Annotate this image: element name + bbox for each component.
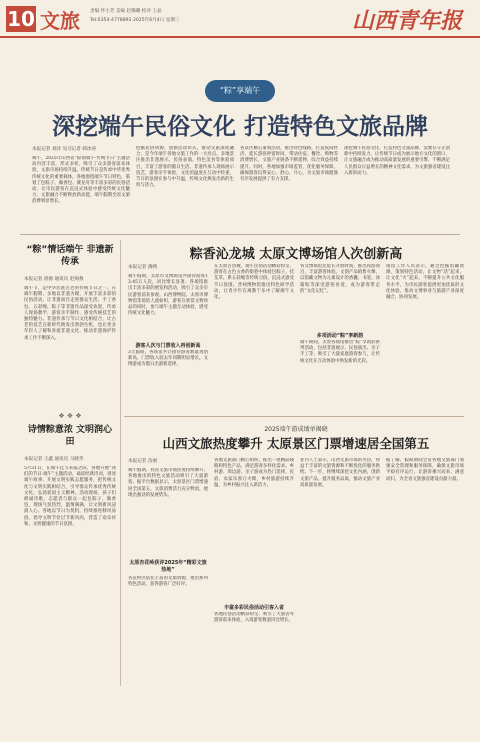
feature-col3-subhead: 多项活动“粽”享新韵 [316, 333, 364, 339]
feature-col1-subhead: 游客人次与门票收入再创新高 [135, 343, 201, 349]
top-article-col1: 端午，2025年山西省“粽情端午·传统节日”主题活动内容丰富，形式多样，吸引了众多游客前来体验，文旅市场持续升温。传统节日是传承中华优秀传统文化的重要载体，各地围绕端午节日特色，策划了包粽子、做香包、赛龙舟等丰富多彩的民俗活动，让市民游客在沉浸式体验中感受传统文化魅力，文旅融合不断释放新动能，端午假期全省文旅消费明显增长。 [32, 156, 130, 205]
bottom-byline: 本报记者 苗丽 [128, 459, 158, 464]
bottom-kicker: 2025端午游成绩单揭晓 [264, 426, 328, 433]
masthead-rule [0, 36, 480, 38]
main-headline: 深挖端午民俗文化 打造特色文旅品牌 [51, 114, 428, 140]
feature-col1-body2: 3天假期，各场馆共计接待游客数量再创新高，门票收入较去年同期明显增长，文博游成为假日出游新选择。 [128, 350, 208, 368]
sidebar1-body: 端午节，是中华民族古老的传统节日之一。在端午假期，多地以非遗为媒，开展丰富多彩的民俗活动，让非遗项目走进群众生活。手工香包、五彩绳、粽子等非遗作品深受欢迎，传承人现场教学，游客亲手制作，感受传统技艺的独特魅力。非遗传承与节日文化相结合，让古老的技艺在新时代焕发出勃勃生机，也让更多年轻人了解和喜爱非遗文化，推动非遗保护传承工作不断深入。 [24, 286, 116, 341]
sidebar2-byline: 本报记者 王鑫 通讯员 马晓华 [24, 457, 84, 462]
newspaper-logo: 山西青年报 [351, 8, 462, 34]
feature-col3: 各文博场馆还延长开放时间，推出夜游项目，丰富游客体验。文创产品销售火爆，以馆藏文物为元素设计的香囊、书签、冰箱贴等深受游客喜爱，成为游客带走的“文化记忆”。 [300, 264, 380, 294]
bottom-col2: 各地文旅部门精心组织，推出一批精品线路和特色产品，满足游客多样化需求。乡村游、周边游、亲子游成为热门选择，民宿、农家乐预订火爆，乡村旅游持续升温，为乡村振兴注入新活力。 [214, 458, 294, 488]
feature-col1: 端午假期，太原市文博场馆共接待游客13.45万人次，同比增长显著。各场馆推出丰富多彩的展览和活动，吸引了众多市民游客前来参观。山西博物院、太原市博物馆等场馆人流如织，游客在欣赏文物珍品的同时，参与端午主题互动体验，感受传统文化魅力。 [128, 274, 208, 317]
sidebar1-title: “粽”情话端午 非遗新传承 [26, 245, 114, 267]
section-name: 文旅 [40, 9, 80, 33]
sidebar1-byline: 本报记者 唐源 通讯员 赵海燕 [24, 277, 84, 282]
editor-line: 责编 怀小芳 美编 赵璐璐 校对 王晶 [90, 9, 162, 14]
top-article-col2: 挖掘民俗资源，创新活动形式，推动文旅深度融合，是今年端午各地文旅工作的一大亮点。多地景区推出非遗展示、民俗表演、特色美食等体验项目，丰富了游客的假日生活。非遗传承人现场展示技艺，游客亲手体验，文化的温度在互动中传递，节日的氛围在参与中升温，传统文化焕发出新的生机与活力。 [136, 146, 234, 189]
feature-col2: 在太原古县城，端午民俗活动精彩纷呈，游客在古色古香的街巷中体验包粽子、挂艾草、系五彩绳等传统习俗，沉浸式感受节日氛围。晋祠博物馆推出特色研学活动，让青少年在寓教于乐中了解端午文化。 [214, 264, 294, 301]
page-number: 10 [7, 7, 35, 31]
divider-ornament: ❖ ❖ ❖ [58, 412, 82, 420]
bottom-col1-subhead: 太原杏花岭获评2025年“精彩文旅热地” [129, 560, 207, 573]
bottom-headline: 山西文旅热度攀升 太原景区门票增速居全国第五 [162, 436, 430, 451]
tel-line: Tel:0354-4778893 2025年6月4日 星期三 [90, 18, 180, 23]
top-article-byline: 本报记者 刘萍 见习记者 韩冰涛 [32, 147, 97, 152]
rule-before-bottom [124, 416, 464, 417]
feature-byline: 本报记者 薄朔 [128, 265, 158, 270]
bottom-col1-body2: 杏花岭区依托丰富的文旅资源，推出系列特色活动，获得游客广泛好评。 [128, 576, 208, 588]
top-article-col4: 深挖端午民俗文化，打造特色文旅品牌，需要在守正创新中持续发力，让传统节日成为展示地方文化的窗口，让文旅融合成为推动高质量发展的重要引擎，不断满足人民群众日益增长的精神文化需求，为文旅强省建设注入新的动力。 [344, 146, 450, 176]
bottom-col2-subhead: 丰富多彩民俗活动引客入省 [223, 605, 284, 611]
sidebar-column-rule [120, 240, 121, 686]
sidebar2-body: 5月31日，在端午佳节来临之际，各地开展“我们的节日·端午”主题活动，诵读经典诗词，讲述端午故事，开展文明实践志愿服务，把传统文化与文明实践相结合，引导群众传承优秀传统文化，弘扬爱国主义精神。活动现场，孩子们朗诵诗歌，志愿者与群众一起包粽子、做香包，现场气氛热烈，温情满满，让文明新风浸润人心。各地以节日为契机，持续推进移风易俗，倡导文明节俭过节新风尚，营造了欢乐祥和、文明健康的节日氛围。 [24, 466, 116, 527]
bottom-col1: 端午假期，我省文旅市场热度持续攀升，各地推出的特色文旅活动吸引了大量游客。据平台数据显示，太原景区门票增速居全国第五，文旅消费活力充分释放，展现出强劲的发展势头。 [128, 468, 208, 498]
feature-col3-body2: 端午期间，太原各场馆推出“粽”享新韵系列活动，包括非遗展示、民俗演出、亲子手工等，吸引了大量家庭游客参与，让传统文化在互动体验中焕发新的光彩。 [300, 340, 380, 364]
bottom-col4: 据了解，假期期间全省各地文旅部门加强安全管理和服务保障，确保文旅市场平稳有序运行，让游客乘兴而来、满意而归，为全省文旅强省建设贡献力量。 [386, 458, 464, 482]
top-article-col3: 各景区精心策划活动，推出特色线路，打造夜间经济，延长游客停留时间，带动住宿、餐饮、购物等消费增长，文旅产业链条不断延伸，综合效益持续提升。同时，各地加强市场监管，优化服务保障，确保游客玩得安心、舒心、开心，为文旅市场健康有序发展提供了有力支撑。 [240, 146, 338, 183]
bottom-col3: 业内人士表示，山西文旅市场的火热，得益于丰富的文旅资源和不断优化的服务供给。下一步，将继续深挖文化内涵，创新文旅产品，提升服务品质，推动文旅产业高质量发展。 [300, 458, 380, 488]
topic-badge: “粽”享端午 [205, 80, 275, 102]
feature-col4: 场馆工作人员表示，通过挖掘馆藏资源，策划特色活动，让文物“活”起来，让文化“火”起来，不断提升公共文化服务水平，为市民游客提供更加优质的文化体验，推动文博事业与旅游产业深度融合、协同发展。 [386, 264, 464, 301]
bottom-col2-body2: 各地民俗活动精彩纷呈，吸引了大量省外游客前来体验，入境游客数量同比增长。 [214, 612, 294, 624]
feature-headline: 粽香沁龙城 太原文博场馆人次创新高 [189, 247, 403, 262]
rule-after-top [20, 234, 460, 235]
sidebar2-title: 诗情粽意浓 文明润心田 [27, 425, 113, 447]
